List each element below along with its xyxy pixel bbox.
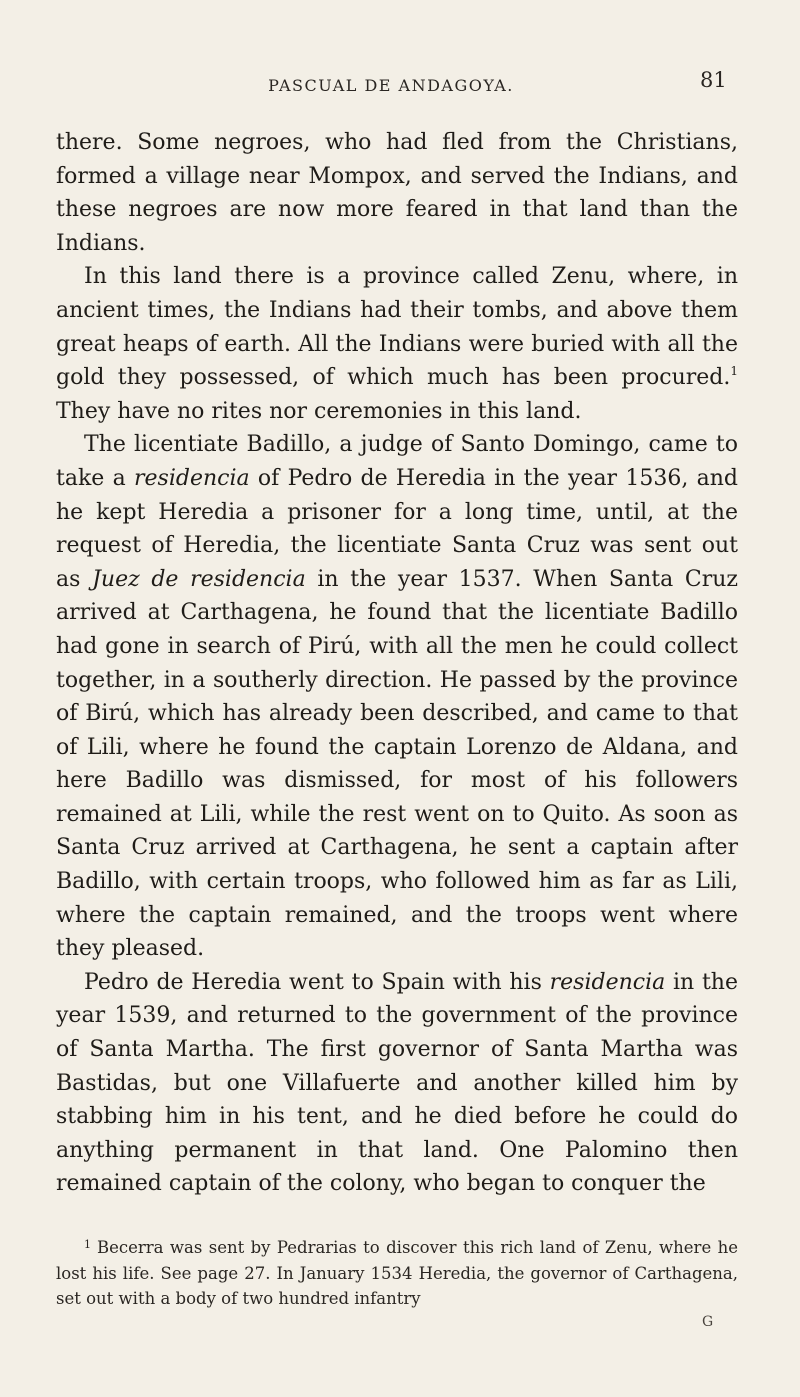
paragraph-1 (56, 126, 738, 260)
footnote (56, 1235, 738, 1312)
paragraph-text: The licentiate Badillo, a judge of Santo Domingo, came to take a (56, 432, 738, 491)
signature-mark: G (702, 1314, 714, 1330)
paragraph-text: of Pedro de Heredia in the year 1536, and he kept Heredia a prisoner for a long time, until, at the request of Heredia, the licentiate Santa Cruz was sent out as (56, 465, 738, 592)
paragraph-text: In this land there is a province called Zenu, where, in ancient times, the Indians had their tombs, and above them great heaps of earth. All the Indians were buried with all the gold they possessed, of which much has been procured. (56, 264, 738, 391)
paragraph-3 (56, 428, 738, 966)
paragraph-text: there. Some negroes, who had fled from the Christians, formed a village near Mompox, and served the Indians, and these negroes are now more feared in that land than the Indians. (56, 130, 738, 256)
paragraph-text: Pedro de Heredia went to Spain with his (84, 969, 550, 995)
paragraph-4 (56, 966, 738, 1201)
italic-term: Juez de residencia (92, 566, 306, 592)
italic-term: residencia (134, 465, 250, 491)
footnote-reference[interactable]: 1 (730, 364, 738, 379)
page-number: 81 (700, 68, 727, 92)
paragraph-2 (56, 260, 738, 428)
italic-term: residencia (549, 969, 666, 995)
paragraph-text: in the year 1537. When Santa Cruz arrived at Carthagena, he found that the licentiate Badillo had gone in search of Pirú, with all the men he could collect together, in a southerly direction. He passed by the province of Birú, which has already been described, and came to that of Lili, where he found the captain Lorenzo de Aldana, and here Badillo was dismissed, for most of his followers remained at Lili, while the rest went on to Quito. As soon as Santa Cruz arrived at Carthagena, he sent a captain after Badillo, with certain troops, who followed him as far as Lili, where the captain remained, and the troops went where they pleased. (56, 566, 738, 962)
paragraph-text: They have no rites nor ceremonies in this land. (56, 398, 582, 424)
paragraph-text: in the year 1539, and returned to the government of the province of Santa Martha. The first governor of Santa Martha was Bastidas, but one Villafuerte and another killed him by stabbing him in his tent, and he died before he could do anything permanent in that land. One Palomino then remained captain of the colony, who began to conquer the (56, 969, 738, 1197)
running-head: PASCUAL DE ANDAGOYA. (268, 76, 514, 95)
footnote-text: Becerra was sent by Pedrarias to discover this rich land of Zenu, where he lost his life. See page 27. In January 1534 Heredia, the governor of Carthagena, set out with a body of two hundred infantry (56, 1238, 738, 1308)
footnote-mark: 1 (84, 1238, 91, 1251)
body-text (56, 126, 738, 1201)
